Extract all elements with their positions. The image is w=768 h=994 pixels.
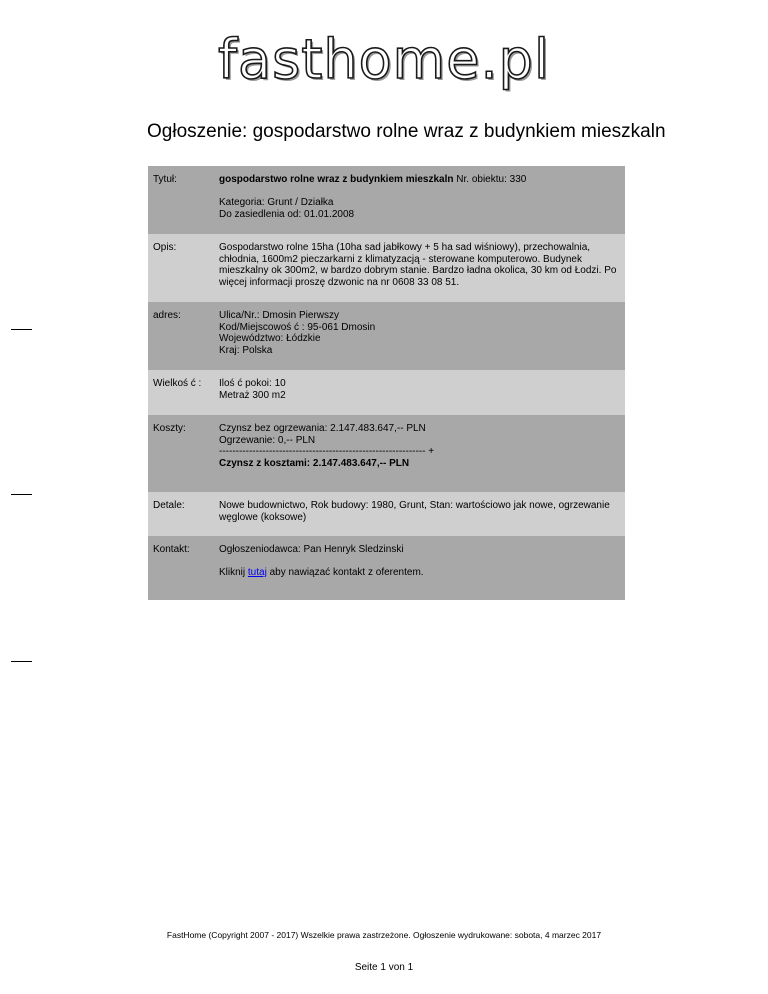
margin-mark [11,329,32,330]
rooms-count: Iloś ć pokoi: 10 [219,378,286,389]
row-description [148,234,625,302]
cost-separator: -------------------------------------------------------------- + [219,446,435,457]
address-street: Ulica/Nr.: Dmosin Pierwszy [219,310,340,321]
row-details-label: Detale: [153,500,185,511]
row-description-value [219,242,625,288]
row-title-label: Tytuł: [153,174,177,185]
address-country: Kraj: Polska [219,344,273,356]
row-title [148,166,625,234]
margin-mark [11,661,32,662]
row-address-label: adres: [153,310,181,321]
row-contact-label: Kontakt: [153,544,190,555]
object-number: Nr. obiektu: 330 [453,174,527,185]
row-description-label: Opis: [153,242,177,253]
row-costs-value [219,423,625,469]
description-text: Gospodarstwo rolne 15ha (10ha sad jabłkowy + 5 ha sad wiśniowy), przechowalnia, chłodnia, 1600m2 pieczarkarni z klimatyzacją - sterowane komputerowo. Budynek mieszkalny ok 300m2, w bardzo dobrym stanie. Bardzo ładna okolica, 30 km od Łodzi. Po więcej informacji proszę dzwonic na nr 0608 33 08 51. [219,242,617,288]
area: Metraż 300 m2 [219,389,286,401]
address-voivodeship: Województwo: Łódzkie [219,333,321,344]
row-details [148,492,625,536]
row-contact [148,536,625,600]
listing-table [148,166,625,600]
row-title-value [219,174,625,220]
category: Kategoria: Grunt / Działka [219,197,334,208]
row-details-value [219,500,625,523]
page-number: Seite 1 von 1 [354,962,414,973]
available-from: Do zasiedlenia od: 01.01.2008 [219,208,355,220]
margin-mark [11,494,32,495]
row-size-label: Wielkoś ć : [153,378,202,389]
row-address [148,302,625,370]
listing-name: gospodarstwo rolne wraz z budynkiem mieszkaln [219,174,454,185]
rent-without-heating: Czynsz bez ogrzewania: 2.147.483.647,-- PLN [219,423,426,434]
contact-suffix: aby nawiązać kontakt z oferentem. [266,567,424,578]
row-address-value [219,310,625,356]
row-size-value [219,378,625,401]
footer-copyright: FastHome (Copyright 2007 - 2017) Wszelkie prawa zastrzeżone. Ogłoszenie wydrukowane: sobota, 4 marzec 2017 [166,930,602,940]
site-logo: fasthome.pl [218,28,550,91]
row-size [148,370,625,415]
contact-link[interactable]: tutaj [247,567,267,578]
row-costs-label: Koszty: [153,423,186,434]
rent-total: Czynsz z kosztami: 2.147.483.647,-- PLN [219,457,410,469]
advertiser: Ogłoszeniodawca: Pan Henryk Sledzinski [219,544,404,555]
details-text: Nowe budownictwo, Rok budowy: 1980, Grunt, Stan: wartościowo jak nowe, ogrzewanie węglowe (koksowe) [219,500,610,523]
heating-cost: Ogrzewanie: 0,-- PLN [219,434,316,446]
row-costs [148,415,625,492]
page-title: Ogłoszenie: gospodarstwo rolne wraz z budynkiem mieszkaln [147,121,666,142]
address-postal-city: Kod/Miejscowoś ć : 95-061 Dmosin [219,321,376,333]
contact-prefix: Kliknij [219,567,248,578]
row-contact-value [219,544,625,579]
